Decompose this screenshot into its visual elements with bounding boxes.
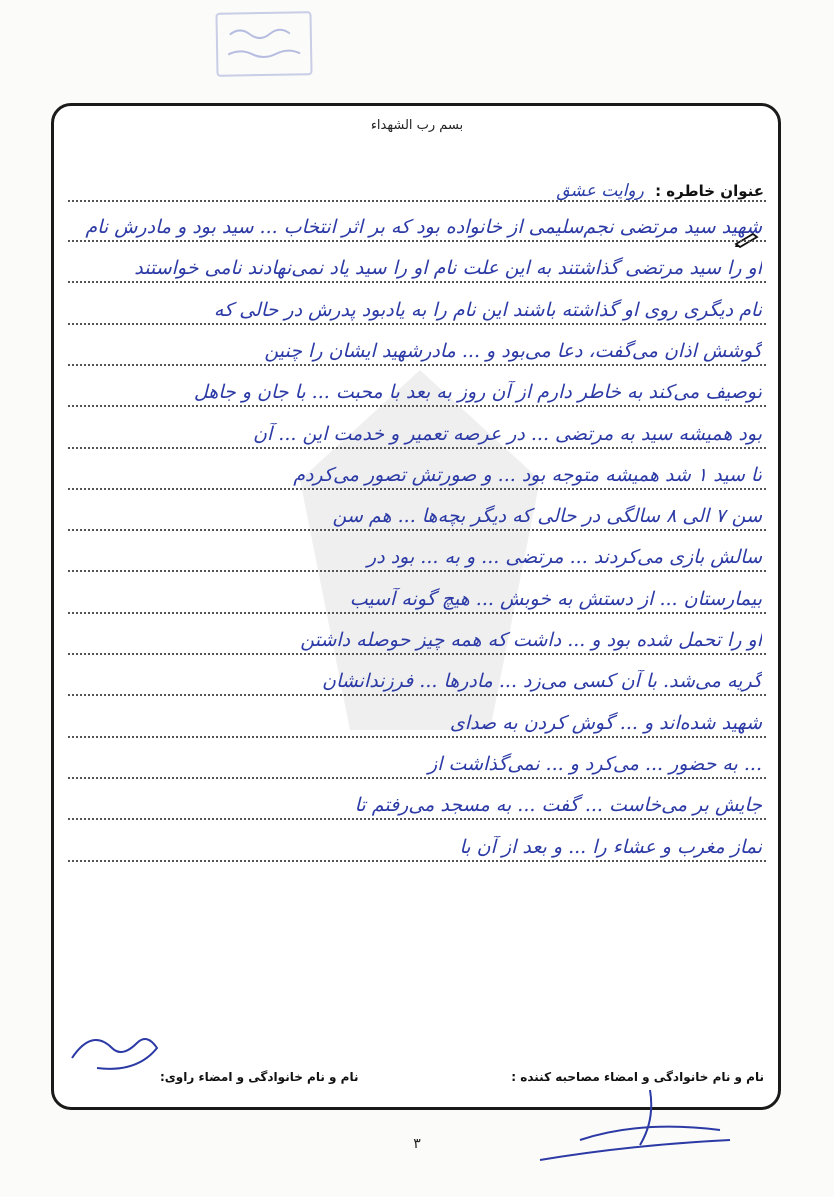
handwritten-line: ... به حضور ... می‌کرد و ... نمی‌گذاشت از	[428, 753, 762, 775]
archive-stamp	[215, 11, 312, 77]
memory-title-label: عنوان خاطره :	[655, 182, 764, 200]
dotted-line	[68, 777, 766, 779]
interviewer-signature-label: نام و نام خانوادگی و امضاء مصاحبه کننده :	[511, 1070, 764, 1084]
dotted-line	[68, 488, 766, 490]
handwritten-line: نام دیگری روی او گذاشته باشند این نام را به یادبود پدرش در حالی که	[213, 299, 762, 321]
page-header: بسم رب الشهداء	[370, 118, 464, 133]
handwritten-line: جایش بر می‌خاست ... گفت ... به مسجد می‌رفتم تا	[354, 794, 762, 816]
handwritten-line: او را سید مرتضی گذاشتند به این علت نام او را سید یاد نمی‌نهادند نامی خواستند	[134, 257, 762, 279]
dotted-line	[68, 240, 766, 242]
handwritten-line: او را تحمل شده بود و ... داشت که همه چیز حوصله داشتن	[300, 629, 762, 651]
handwritten-line: نماز مغرب و عشاء را ... و بعد از آن با	[459, 836, 762, 858]
dotted-line	[68, 447, 766, 449]
handwritten-line: توصیف می‌کند به خاطر دارم از آن روز به بعد با محبت ... با جان و جاهل	[193, 381, 762, 403]
dotted-line	[68, 570, 766, 572]
dotted-line	[68, 364, 766, 366]
dotted-line	[68, 281, 766, 283]
handwritten-line: گریه می‌شد. با آن کسی می‌زد ... مادرها ... فرزندانشان	[321, 670, 762, 692]
dotted-line	[68, 529, 766, 531]
interviewer-signature	[520, 1085, 740, 1175]
dotted-line	[68, 736, 766, 738]
handwritten-line: سن ۷ الی ۸ سالگی در حالی که دیگر بچه‌ها ... هم سن	[332, 505, 762, 527]
memory-title-value: روایت عشق	[556, 181, 644, 201]
handwritten-line: سالش بازی می‌کردند ... مرتضی ... و به ... بود در	[367, 546, 762, 568]
handwritten-line: گوشش اذان می‌گفت، دعا می‌بود و ... مادرشهید ایشان را چنین	[264, 340, 762, 362]
dotted-line	[68, 405, 766, 407]
handwritten-line: شهید شده‌اند و ... گوش کردن به صدای	[449, 712, 762, 734]
dotted-line	[68, 612, 766, 614]
memory-title-row	[556, 181, 764, 201]
dotted-line	[68, 323, 766, 325]
dotted-line	[68, 818, 766, 820]
handwritten-line: تا سید ۱ شد همیشه متوجه بود ... و صورتش تصور می‌کردم	[293, 464, 762, 486]
dotted-line	[68, 860, 766, 862]
handwritten-line: بیمارستان ... از دستش به خوبش ... هیچ گونه آسیب	[349, 588, 762, 610]
handwritten-line: بود همیشه سید به مرتضی ... در عرصه تعمیر و خدمت این ... آن	[253, 423, 762, 445]
narrator-signature	[64, 1018, 174, 1078]
handwritten-line: شهید سید مرتضی نجم‌سلیمی از خانواده بود که بر اثر انتخاب ... سید بود و مادرش نام	[85, 216, 762, 238]
narrator-signature-label: نام و نام خانوادگی و امضاء راوی:	[160, 1070, 359, 1084]
dotted-line	[68, 694, 766, 696]
page-number: ۳	[413, 1136, 421, 1152]
dotted-line	[68, 653, 766, 655]
title-dotted-line	[68, 200, 766, 202]
